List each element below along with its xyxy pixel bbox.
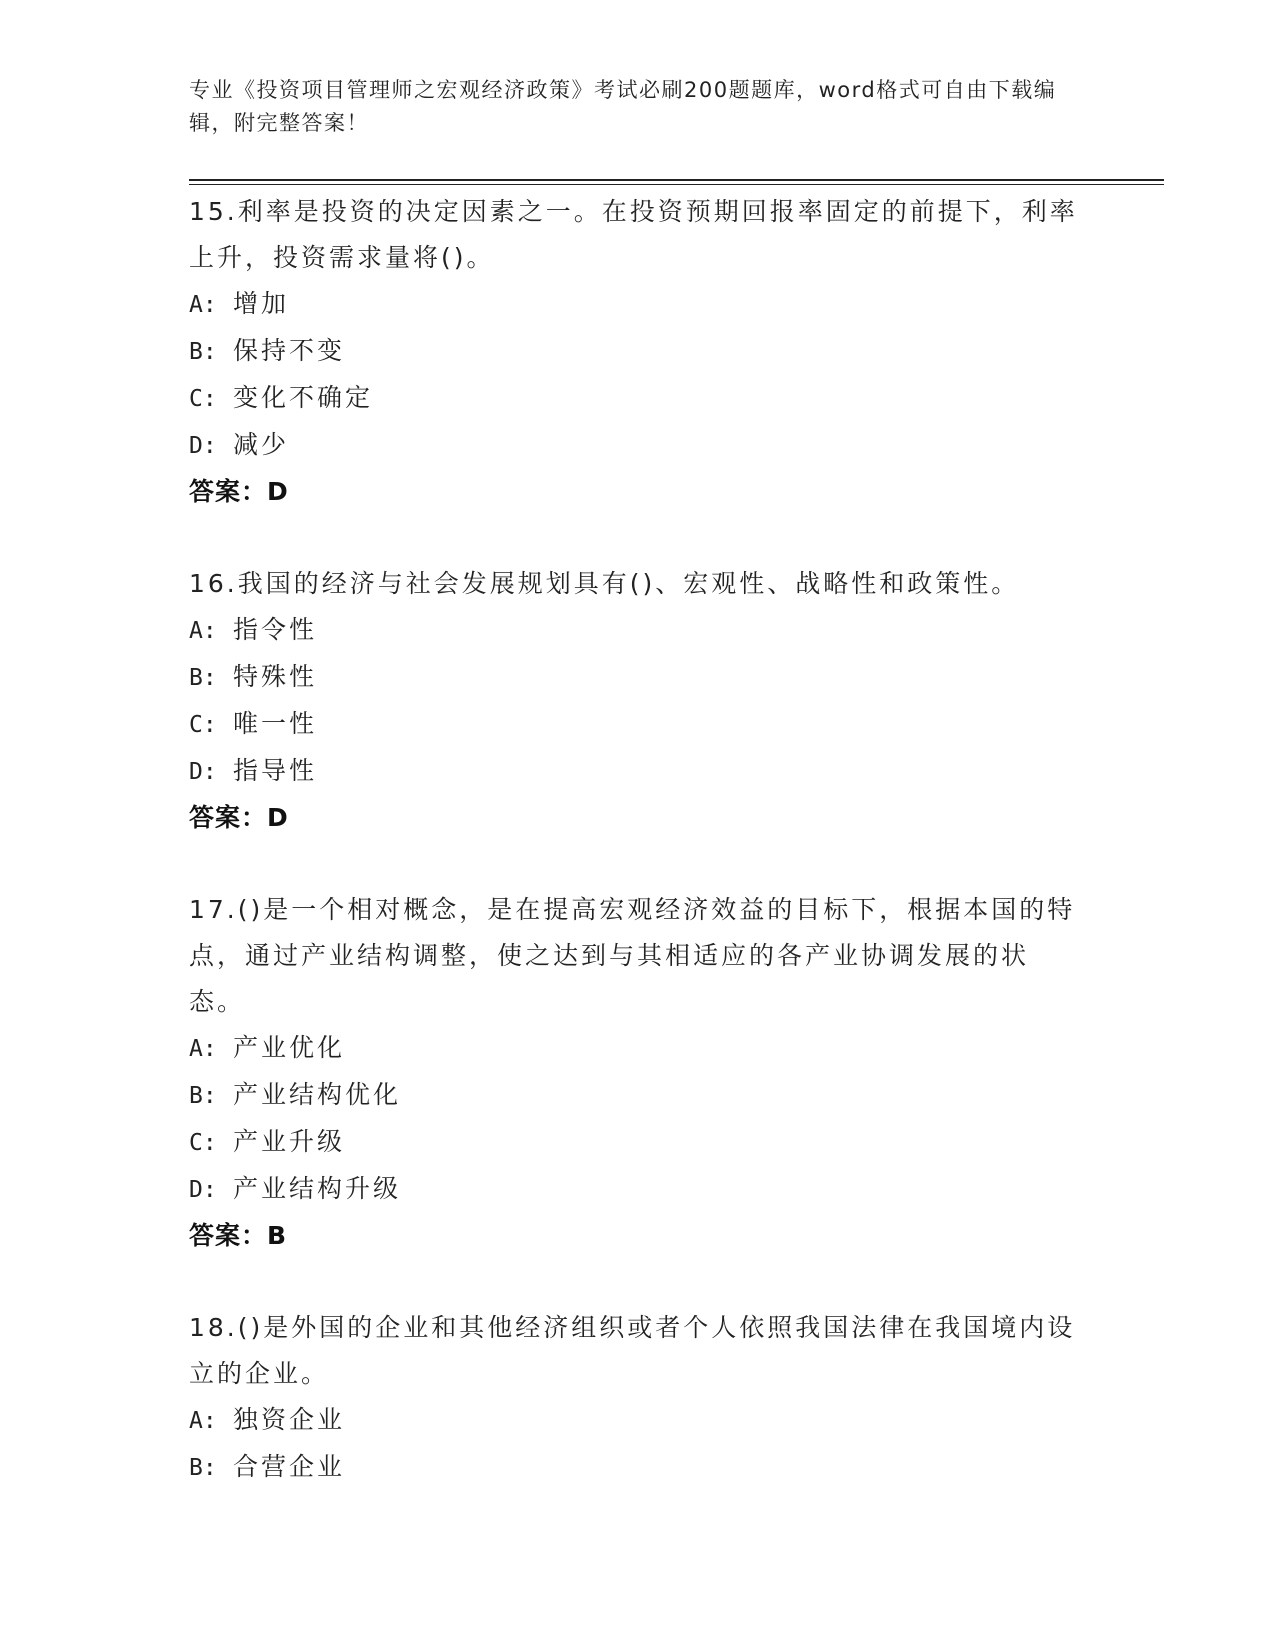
option-key: C: bbox=[189, 386, 217, 412]
header-divider-thin bbox=[189, 184, 1164, 185]
option-b bbox=[189, 1444, 1084, 1491]
option-a bbox=[189, 607, 1084, 654]
option-b bbox=[189, 328, 1084, 375]
option-text: 指导性 bbox=[233, 756, 318, 785]
option-a bbox=[189, 281, 1084, 328]
option-key: C: bbox=[189, 1130, 217, 1156]
option-text: 产业结构升级 bbox=[233, 1174, 402, 1203]
option-key: D: bbox=[189, 759, 217, 785]
question-stem: 17.()是一个相对概念，是在提高宏观经济效益的目标下，根据本国的特点，通过产业结构调整，使之达到与其相适应的各产业协调发展的状态。 bbox=[189, 895, 1076, 1016]
answer-line: 答案：B bbox=[189, 1221, 288, 1250]
option-key: B: bbox=[189, 1083, 217, 1109]
option-c bbox=[189, 701, 1084, 748]
option-d bbox=[189, 748, 1084, 795]
option-c bbox=[189, 375, 1084, 422]
option-text: 减少 bbox=[233, 430, 290, 459]
question-list bbox=[189, 189, 1084, 1537]
option-text: 增加 bbox=[233, 289, 290, 318]
option-text: 保持不变 bbox=[233, 336, 346, 365]
header-divider-thick bbox=[189, 179, 1164, 181]
option-key: A: bbox=[189, 292, 217, 318]
option-a bbox=[189, 1025, 1084, 1072]
option-text: 产业升级 bbox=[233, 1127, 346, 1156]
question-stem: 15.利率是投资的决定因素之一。在投资预期回报率固定的前提下，利率上升，投资需求量将()。 bbox=[189, 197, 1078, 272]
question-16 bbox=[189, 561, 1084, 841]
option-text: 产业结构优化 bbox=[233, 1080, 402, 1109]
option-text: 指令性 bbox=[233, 615, 318, 644]
option-d bbox=[189, 422, 1084, 469]
option-key: D: bbox=[189, 433, 217, 459]
option-key: A: bbox=[189, 618, 217, 644]
option-key: A: bbox=[189, 1408, 217, 1434]
option-d bbox=[189, 1166, 1084, 1213]
question-17 bbox=[189, 887, 1084, 1259]
option-text: 独资企业 bbox=[233, 1405, 346, 1434]
option-c bbox=[189, 1119, 1084, 1166]
option-key: C: bbox=[189, 712, 217, 738]
option-text: 变化不确定 bbox=[233, 383, 374, 412]
option-key: B: bbox=[189, 665, 217, 691]
option-key: A: bbox=[189, 1036, 217, 1062]
answer-line: 答案：D bbox=[189, 477, 289, 506]
option-a bbox=[189, 1397, 1084, 1444]
option-key: D: bbox=[189, 1177, 217, 1203]
option-text: 唯一性 bbox=[233, 709, 318, 738]
option-b bbox=[189, 654, 1084, 701]
question-15 bbox=[189, 189, 1084, 515]
document-header: 专业《投资项目管理师之宏观经济政策》考试必刷200题题库，word格式可自由下载编辑，附完整答案！ bbox=[189, 78, 1057, 135]
question-18 bbox=[189, 1305, 1084, 1491]
question-stem: 18.()是外国的企业和其他经济组织或者个人依照我国法律在我国境内设立的企业。 bbox=[189, 1313, 1076, 1388]
option-key: B: bbox=[189, 339, 217, 365]
option-text: 特殊性 bbox=[233, 662, 318, 691]
question-stem: 16.我国的经济与社会发展规划具有()、宏观性、战略性和政策性。 bbox=[189, 569, 1020, 598]
option-key: B: bbox=[189, 1455, 217, 1481]
option-b bbox=[189, 1072, 1084, 1119]
option-text: 产业优化 bbox=[233, 1033, 346, 1062]
option-text: 合营企业 bbox=[233, 1452, 346, 1481]
answer-line: 答案：D bbox=[189, 803, 289, 832]
